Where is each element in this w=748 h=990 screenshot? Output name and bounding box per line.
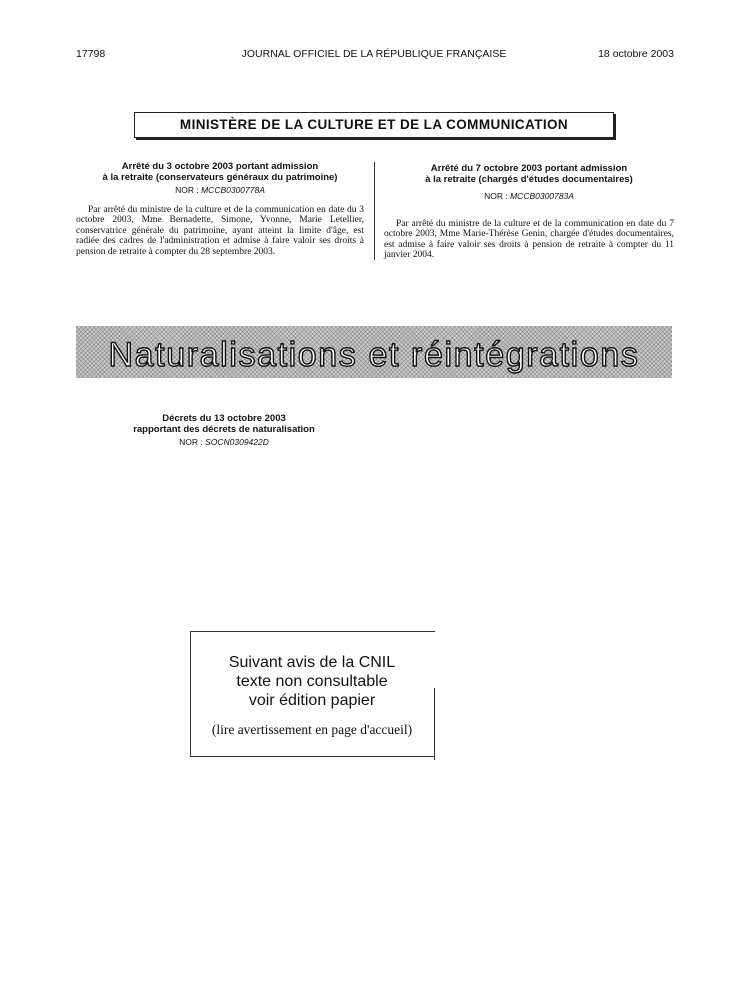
column-divider bbox=[374, 162, 375, 260]
nor-label: NOR : bbox=[179, 437, 203, 447]
arrete-right-nor bbox=[384, 191, 674, 202]
arrete-right bbox=[384, 164, 674, 261]
page-number: 17798 bbox=[76, 48, 106, 60]
cnil-box-right-border bbox=[434, 688, 435, 760]
arrete-left-title-line2: à la retraite (conservateurs généraux du patrimoine) bbox=[102, 171, 338, 183]
cnil-notice-line2: texte non consultable bbox=[236, 673, 388, 690]
nor-code: SOCN0309422D bbox=[205, 437, 269, 447]
decrets-title-line1: Décrets du 13 octobre 2003 bbox=[162, 413, 286, 424]
arrete-left-body: Par arrêté du ministre de la culture et de la communication en date du 3 octobre 2003, Mme Bernadette, Simone, Yvonne, Marie Letellier, conservatrice générale du patrimoine, ayant atteint la limite d'âge, est radiée des cadres de l'administration et admise à faire valoir ses droits à pension de retraite à compter du 28 septembre 2003. bbox=[76, 204, 364, 257]
arrete-left bbox=[76, 162, 364, 257]
arrete-right-body: Par arrêté du ministre de la culture et de la communication en date du 7 octobre 2003, Mme Marie-Thérèse Genin, chargée d'études documentaires, est admise à faire valoir ses droits à pension de retraite à compter du 11 janvier 2004. bbox=[384, 218, 674, 260]
arrete-left-nor bbox=[76, 185, 364, 196]
decrets-nor bbox=[80, 437, 368, 448]
arrete-left-title-line1: Arrêté du 3 octobre 2003 portant admission bbox=[121, 161, 319, 172]
journal-title: JOURNAL OFFICIEL DE LA RÉPUBLIQUE FRANÇAISE bbox=[241, 48, 507, 60]
publication-date: 18 octobre 2003 bbox=[598, 48, 674, 60]
decrets-heading bbox=[80, 414, 368, 448]
nor-code: MCCB0300778A bbox=[201, 185, 265, 195]
decrets-title-line2: rapportant des décrets de naturalisation bbox=[133, 423, 315, 435]
ministry-heading: MINISTÈRE DE LA CULTURE ET DE LA COMMUNICATION bbox=[134, 112, 614, 138]
cnil-notice-note: (lire avertissement en page d'accueil) bbox=[211, 722, 413, 737]
section-title: Naturalisations et réintégrations bbox=[108, 336, 640, 374]
cnil-notice-line3: voir édition papier bbox=[248, 692, 376, 709]
nor-label: NOR : bbox=[175, 185, 199, 195]
cnil-notice-line1: Suivant avis de la CNIL bbox=[228, 654, 396, 671]
arrete-right-title-line1: Arrêté du 7 octobre 2003 portant admission bbox=[430, 163, 628, 174]
arrete-right-title-line2: à la retraite (chargés d'études documentaires) bbox=[425, 173, 633, 185]
nor-code: MCCB0300783A bbox=[510, 191, 574, 201]
nor-label: NOR : bbox=[484, 191, 508, 201]
